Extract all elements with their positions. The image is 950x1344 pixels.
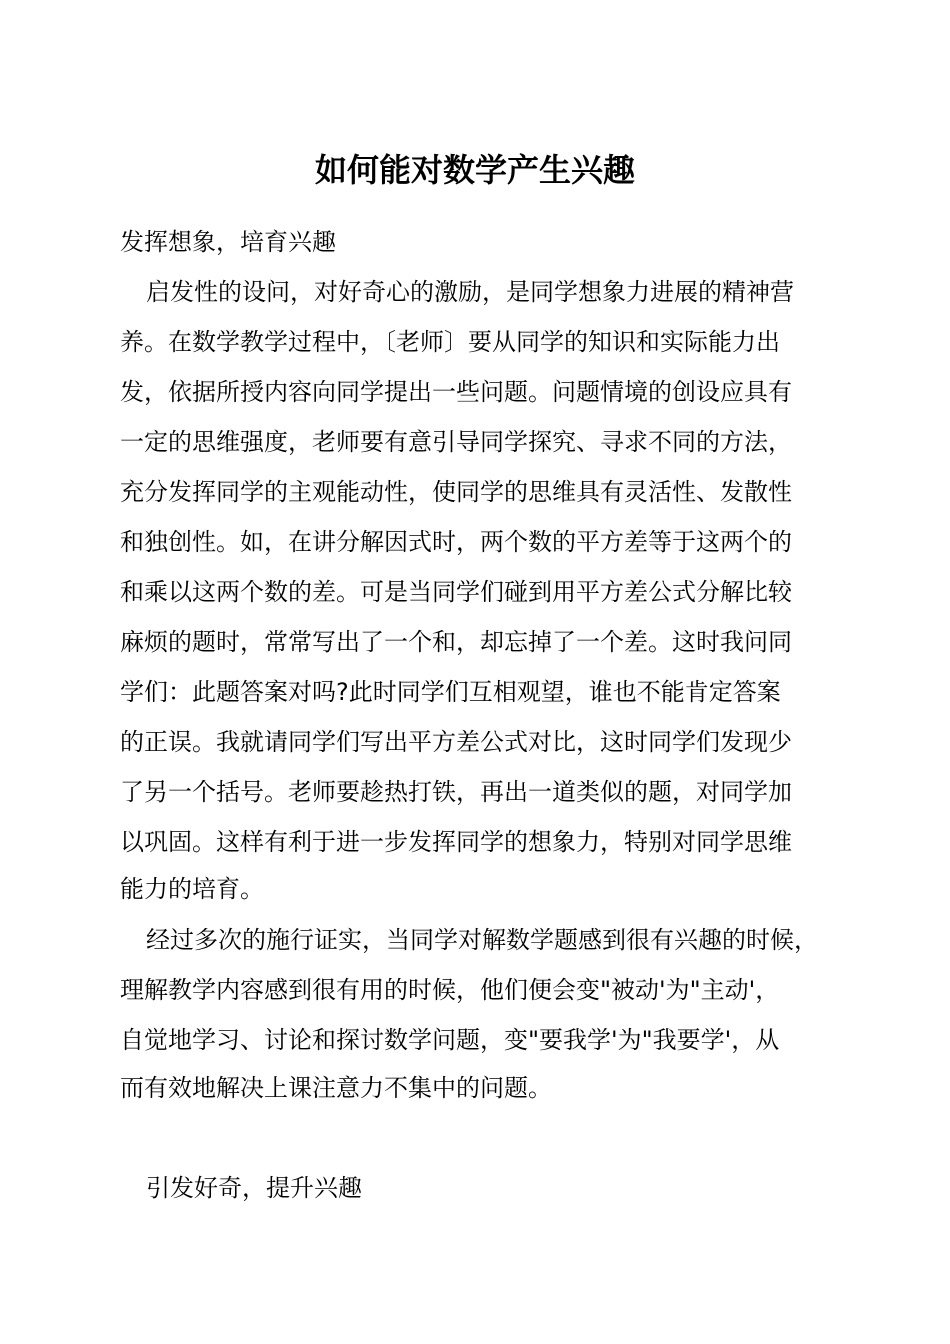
paragraph-line: 能力的培育。 xyxy=(120,875,264,903)
paragraph-line: 理解教学内容感到很有用的时候，他们便会变"被动'为"主动'， xyxy=(120,976,780,1004)
paragraph-line: 而有效地解决上课注意力不集中的问题。 xyxy=(120,1074,552,1102)
paragraph-line: 和独创性。如，在讲分解因式时，两个数的平方差等于这两个的 xyxy=(120,528,792,556)
paragraph-line: 和乘以这两个数的差。可是当同学们碰到用平方差公式分解比较 xyxy=(120,578,792,606)
paragraph-line: 自觉地学习、讨论和探讨数学问题，变"要我学'为"我要学'，从 xyxy=(120,1026,780,1054)
paragraph-line: 发，依据所授内容向同学提出一些问题。问题情境的创设应具有 xyxy=(120,378,792,406)
section-heading-curiosity: 引发好奇，提升兴趣 xyxy=(146,1174,362,1202)
paragraph-line: 启发性的设问，对好奇心的激励，是同学想象力进展的精神营 xyxy=(146,278,794,306)
paragraph-line: 了另一个括号。老师要趁热打铁，再出一道类似的题，对同学加 xyxy=(120,778,792,806)
document-title: 如何能对数学产生兴趣 xyxy=(314,151,635,189)
section-heading-imagination: 发挥想象，培育兴趣 xyxy=(120,228,336,256)
paragraph-line: 养。在数学教学过程中，〔老师〕要从同学的知识和实际能力出 xyxy=(120,328,780,356)
paragraph-line: 以巩固。这样有利于进一步发挥同学的想象力，特别对同学思维 xyxy=(120,828,792,856)
paragraph-line: 麻烦的题时，常常写出了一个和，却忘掉了一个差。这时我问同 xyxy=(120,628,792,656)
paragraph-line: 学们：此题答案对吗?此时同学们互相观望，谁也不能肯定答案 xyxy=(120,678,781,706)
paragraph-line: 经过多次的施行证实，当同学对解数学题感到很有兴趣的时候， xyxy=(146,926,818,954)
paragraph-line: 的正误。我就请同学们写出平方差公式对比，这时同学们发现少 xyxy=(120,728,792,756)
paragraph-line: 充分发挥同学的主观能动性，使同学的思维具有灵活性、发散性 xyxy=(120,478,792,506)
paragraph-line: 一定的思维强度，老师要有意引导同学探究、寻求不同的方法， xyxy=(120,428,792,456)
